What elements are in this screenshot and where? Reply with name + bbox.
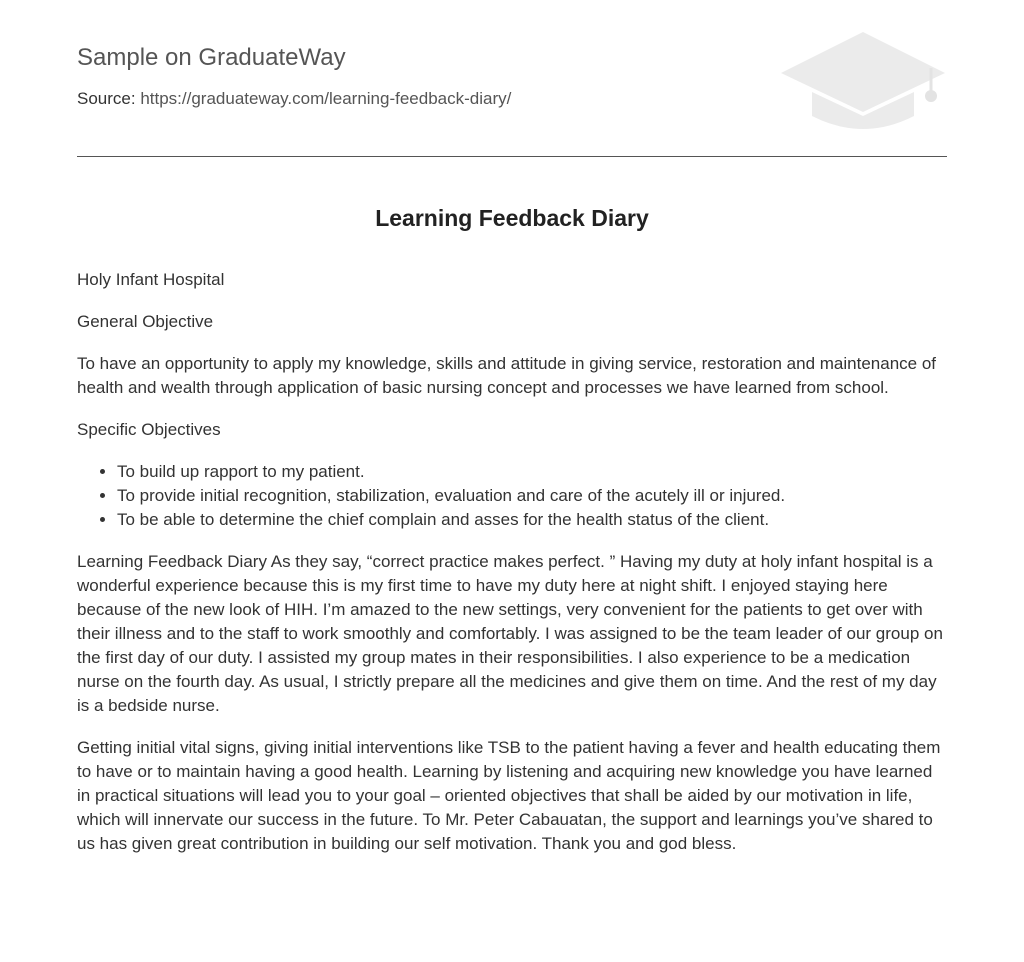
general-objective-heading: General Objective [77, 312, 214, 331]
body-paragraph-1: Learning Feedback Diary As they say, “correct practice makes perfect. ” Having my duty at holy infant hospital is a wonderful experience because this is my first time to have my duty here at night shift. I enjoyed staying here because of the new look of HIH. I’m amazed to the new settings, very convenient for the patients to get over with their illness and to the staff to work smoothly and comfortably. I was assigned to be the team leader of our group on the first day of our duty. I assisted my group mates in their responsibilities. I also experience to be a medication nurse on the fourth day. As usual, I strictly prepare all the medicines and give them on time. And the rest of my day is a bedside nurse. [77, 552, 943, 715]
source-link[interactable]: https://graduateway.com/learning-feedback-diary/ [140, 89, 512, 108]
list-item: • To provide initial recognition, stabilization, evaluation and care of the acutely ill or injured. [117, 484, 947, 508]
source-label: Source: [77, 89, 141, 108]
specific-objectives-heading: Specific Objectives [77, 420, 221, 439]
specific-objectives-list [77, 460, 947, 532]
header [77, 0, 947, 157]
source-line [77, 89, 511, 109]
document-title: Learning Feedback Diary [375, 205, 649, 231]
graduation-cap-icon [779, 30, 947, 134]
general-objective-text: To have an opportunity to apply my knowledge, skills and attitude in giving service, restoration and maintenance of health and wealth through application of basic nursing concept and processes we have learned from school. [77, 354, 936, 397]
body-paragraph-2: Getting initial vital signs, giving initial interventions like TSB to the patient having a fever and health educating them to have or to maintain having a good health. Learning by listening and acquiring new knowledge you have learned in practical situations will lead you to your goal – oriented objectives that shall be aided by our motivation in life, which will innervate our success in the future. To Mr. Peter Cabauatan, the support and learnings you’ve shared to us has given great contribution in building our self motivation. Thank you and god bless. [77, 738, 941, 853]
page [77, 0, 947, 853]
site-title: Sample on GraduateWay [77, 44, 346, 71]
list-item: • To be able to determine the chief complain and asses for the health status of the client. [117, 508, 947, 532]
list-item: • To build up rapport to my patient. [117, 460, 947, 484]
hospital-name: Holy Infant Hospital [77, 270, 225, 289]
document-body [77, 268, 947, 874]
